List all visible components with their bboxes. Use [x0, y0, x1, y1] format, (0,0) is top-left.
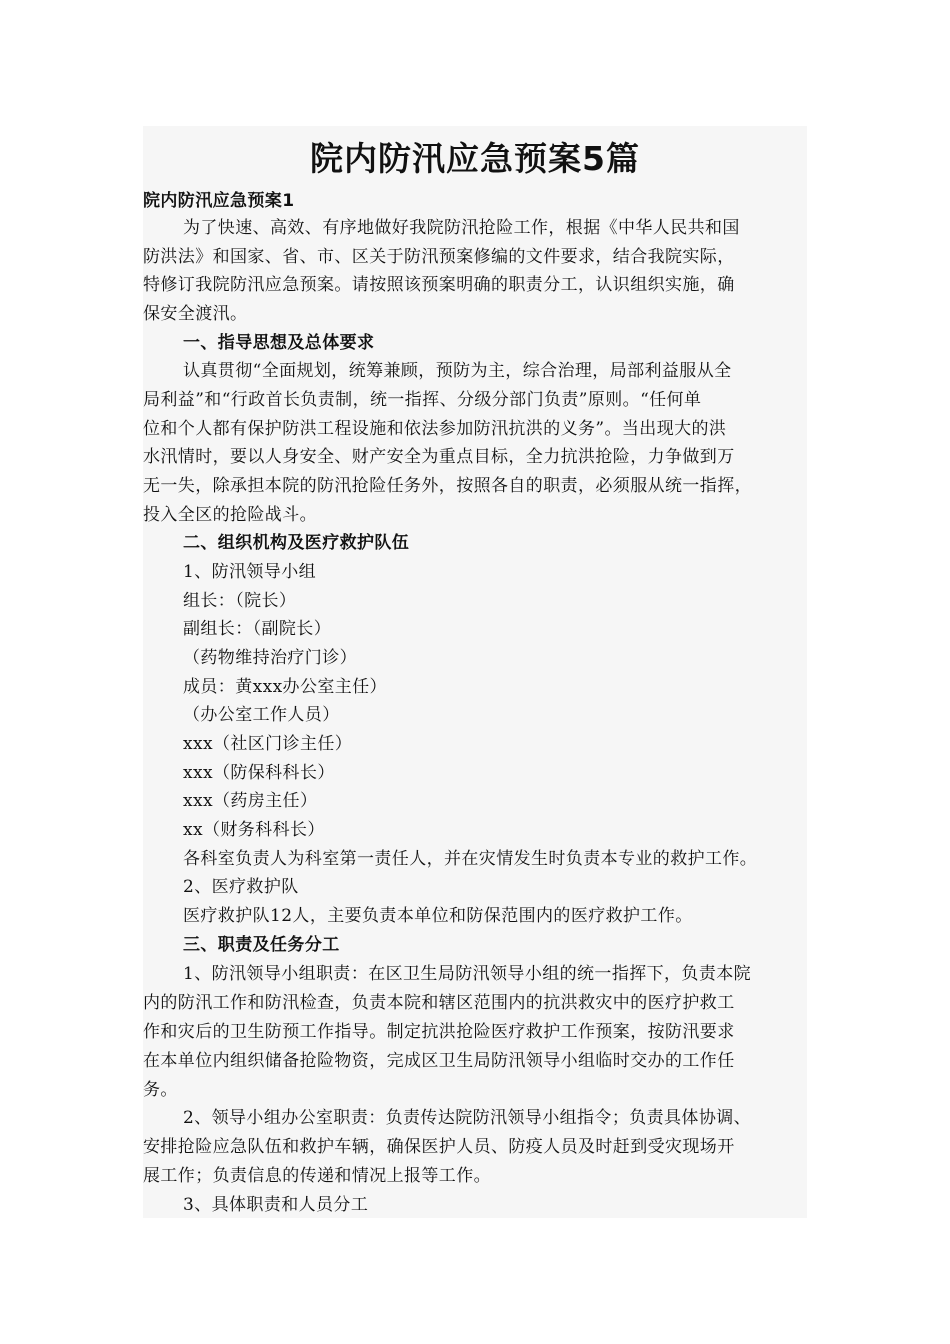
section1-line: 投入全区的抢险战斗。 [143, 505, 317, 525]
section1-line: 认真贯彻“全面规划，统筹兼顾，预防为主，综合治理，局部利益服从全 [183, 361, 732, 381]
section2-item: 副组长：（副院长） [183, 619, 332, 639]
section2-item: 成员：黄xxx办公室主任） [183, 677, 387, 697]
section2-item: xxx（防保科科长） [183, 763, 335, 783]
section3-para2-line: 2、领导小组办公室职责：负责传达院防汛领导小组指令；负责具体协调、 [183, 1108, 752, 1128]
section2-item: 各科室负责人为科室第一责任人，并在灾情发生时负责本专业的救护工作。 [183, 849, 758, 869]
intro-line: 特修订我院防汛应急预案。请按照该预案明确的职责分工，认识组织实施，确 [143, 275, 735, 295]
section3-para3: 3、具体职责和人员分工 [183, 1195, 369, 1215]
section2-item: xxx（药房主任） [183, 791, 318, 811]
section2-item: （药物维持治疗门诊） [183, 648, 357, 668]
section-heading-3: 三、职责及任务分工 [183, 935, 340, 955]
section3-para1-line: 1、防汛领导小组职责：在区卫生局防汛领导小组的统一指挥下，负责本院 [183, 964, 752, 984]
section2-item: xxx（社区门诊主任） [183, 734, 353, 754]
section1-line: 位和个人都有保护防洪工程设施和依法参加防汛抗洪的义务”。当出现大的洪 [143, 419, 727, 439]
section1-line: 无一失，除承担本院的防汛抢险任务外，按照各自的职责，必须服从统一指挥， [143, 476, 752, 496]
section2-item: 2、医疗救护队 [183, 877, 299, 897]
section1-line: 水汛情时，要以人身安全、财产安全为重点目标，全力抗洪抢险，力争做到万 [143, 447, 735, 467]
intro-line: 保安全渡汛。 [143, 304, 248, 324]
section3-para2-line: 安排抢险应急队伍和救护车辆，确保医护人员、防疫人员及时赶到受灾现场开 [143, 1137, 735, 1157]
section3-para1-line: 作和灾后的卫生防预工作指导。制定抗洪抢险医疗救护工作预案，按防汛要求 [143, 1022, 735, 1042]
section2-item: （办公室工作人员） [183, 705, 340, 725]
section3-para1-line: 在本单位内组织储备抢险物资，完成区卫生局防汛领导小组临时交办的工作任 [143, 1051, 735, 1071]
plan-subtitle: 院内防汛应急预案1 [143, 191, 295, 211]
section2-item: xx（财务科科长） [183, 820, 325, 840]
section3-para1-line: 务。 [143, 1080, 178, 1100]
section-heading-1: 一、指导思想及总体要求 [183, 333, 375, 353]
section3-para1-line: 内的防汛工作和防汛检查，负责本院和辖区范围内的抗洪救灾中的医疗护救工 [143, 993, 735, 1013]
intro-line: 防洪法》和国家、省、市、区关于防汛预案修编的文件要求，结合我院实际， [143, 247, 735, 267]
intro-line: 为了快速、高效、有序地做好我院防汛抢险工作，根据《中华人民共和国 [183, 218, 740, 238]
document-title: 院内防汛应急预案5篇 [310, 139, 640, 178]
section-heading-2: 二、组织机构及医疗救护队伍 [183, 533, 410, 553]
section3-para2-line: 展工作；负责信息的传递和情况上报等工作。 [143, 1166, 491, 1186]
section2-item: 组长：（院长） [183, 591, 297, 611]
section2-item: 医疗救护队12人，主要负责本单位和防保范围内的医疗救护工作。 [183, 906, 693, 926]
section2-item: 1、防汛领导小组 [183, 562, 317, 582]
section1-line: 局利益”和“行政首长负责制，统一指挥、分级分部门负责”原则。“任何单 [143, 390, 702, 410]
